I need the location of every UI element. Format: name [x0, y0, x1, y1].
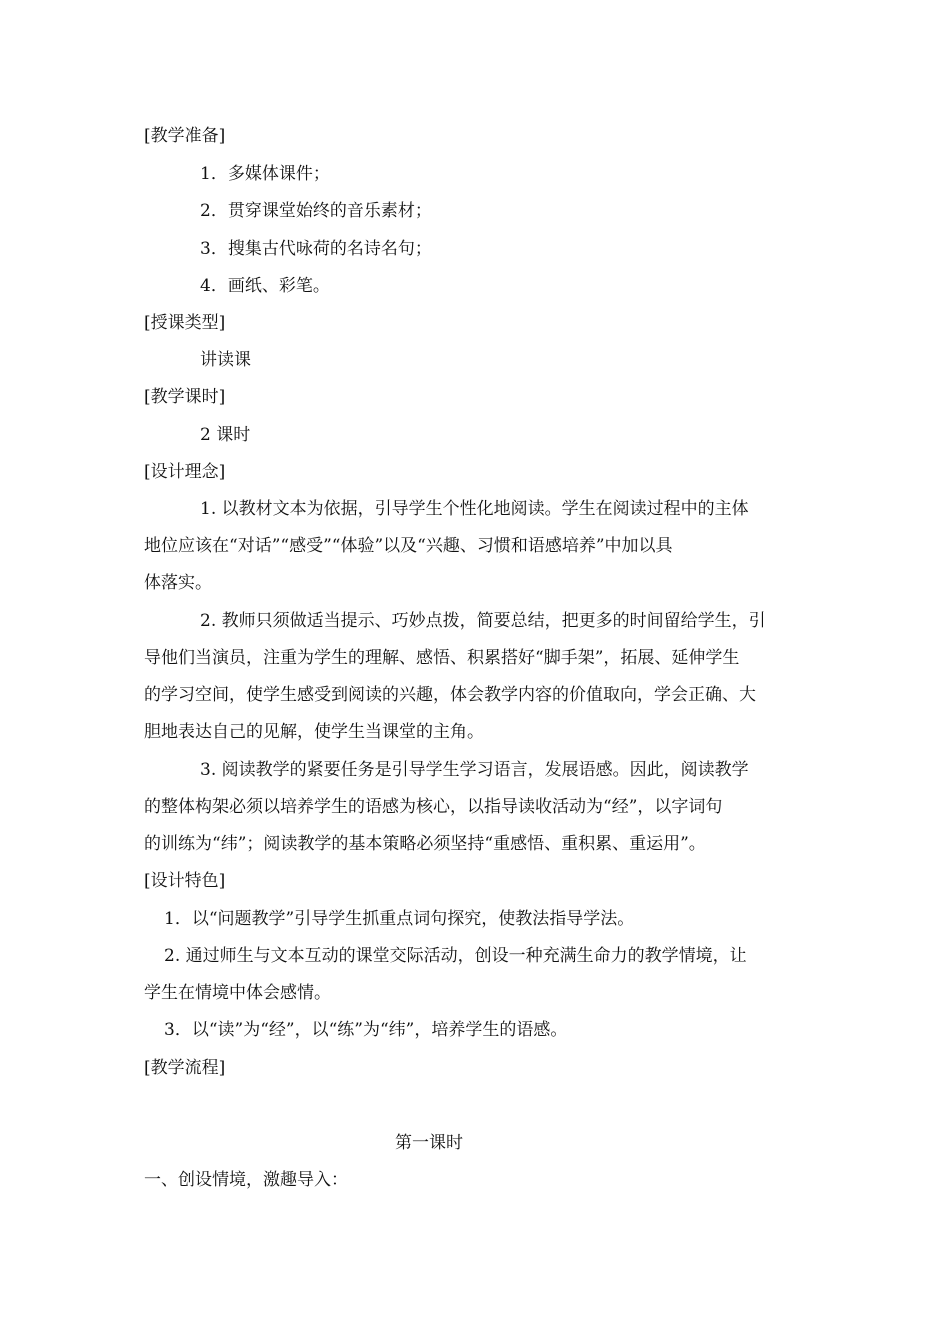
- heading-teaching-flow: [教学流程]: [144, 1058, 226, 1078]
- concept-2-line-3: 的学习空间，使学生感受到阅读的兴趣，体会教学内容的价值取向，学会正确、大: [144, 685, 756, 705]
- concept-2-line-4: 胆地表达自己的见解，使学生当课堂的主角。: [144, 722, 484, 742]
- feature-3: 3．以“读”为“经”，以“练”为“纬”，培养学生的语感。: [164, 1020, 568, 1040]
- concept-3-line-1: 3. 阅读教学的紧要任务是引导学生学习语言，发展语感。因此，阅读教学: [200, 760, 749, 780]
- prep-item-2: 2．贯穿课堂始终的音乐素材；: [200, 201, 432, 221]
- prep-item-4: 4．画纸、彩笔。: [200, 276, 330, 296]
- concept-3-line-2: 的整体构架必须以培养学生的语感为核心，以指导读收活动为“经”，以字词句: [144, 797, 723, 817]
- concept-2-line-1: 2. 教师只须做适当提示、巧妙点拨，简要总结，把更多的时间留给学生，引: [200, 611, 766, 631]
- lesson-title: 第一课时: [395, 1133, 463, 1153]
- heading-design-concept: [设计理念]: [144, 462, 226, 482]
- feature-2-line-2: 学生在情境中体会感情。: [144, 983, 331, 1003]
- step-1-heading: 一、创设情境，激趣导入：: [144, 1170, 348, 1190]
- prep-item-3: 3．搜集古代咏荷的名诗名句；: [200, 239, 432, 259]
- heading-class-hours: [教学课时]: [144, 387, 226, 407]
- class-hours-value: 2 课时: [200, 425, 251, 445]
- heading-design-features: [设计特色]: [144, 871, 226, 891]
- concept-2-line-2: 导他们当演员，注重为学生的理解、感悟、积累搭好“脚手架”，拓展、延伸学生: [144, 648, 740, 668]
- feature-2-line-1: 2. 通过师生与文本互动的课堂交际活动，创设一种充满生命力的教学情境，让: [164, 946, 747, 966]
- feature-1: 1．以“问题教学”引导学生抓重点词句探究，使教法指导学法。: [164, 909, 635, 929]
- concept-1-line-3: 体落实。: [144, 573, 212, 593]
- concept-1-line-2: 地位应该在“对话”“感受”“体验”以及“兴趣、习惯和语感培养”中加以具: [144, 536, 673, 556]
- concept-1-line-1: 1. 以教材文本为依据，引导学生个性化地阅读。学生在阅读过程中的主体: [200, 499, 749, 519]
- heading-lesson-type: [授课类型]: [144, 313, 226, 333]
- prep-item-1: 1．多媒体课件；: [200, 164, 330, 184]
- concept-3-line-3: 的训练为“纬”；阅读教学的基本策略必须坚持“重感悟、重积累、重运用”。: [144, 834, 706, 854]
- heading-teaching-prep: [教学准备]: [144, 126, 226, 146]
- lesson-type-value: 讲读课: [200, 350, 251, 370]
